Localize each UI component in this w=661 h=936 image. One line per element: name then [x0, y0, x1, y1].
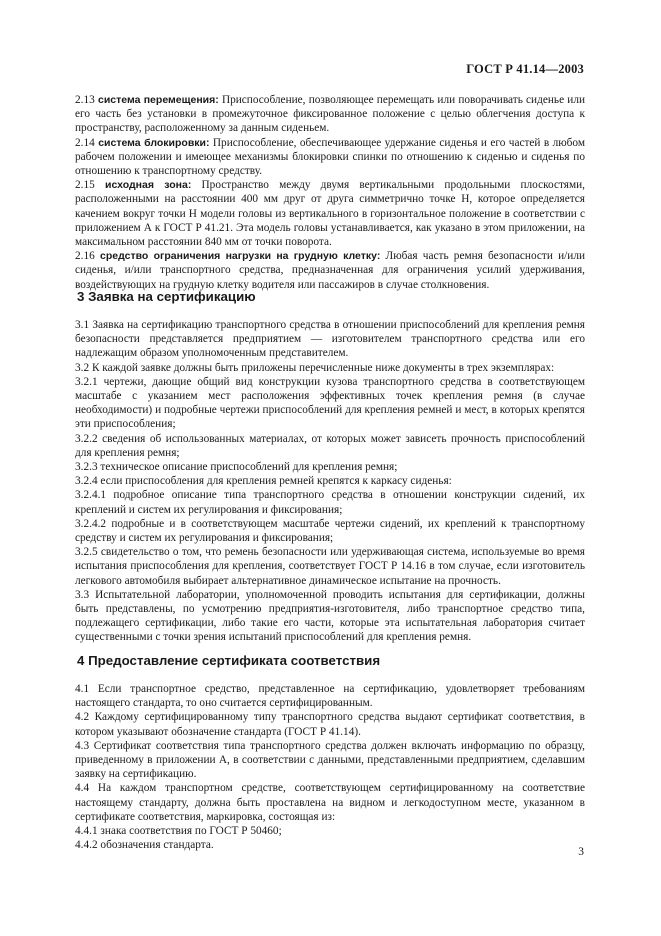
document-header: ГОСТ Р 41.14—2003: [466, 62, 584, 76]
section-3-body: [75, 318, 585, 645]
clause-4-4-2: 4.4.2 обозначения стандарта.: [75, 839, 214, 852]
clause-3-2-1: 3.2.1 чертежи, дающие общий вид конструкции кузова транспортного средства в соответствующем масштабе с указанием мест расположения эффективных точек крепления ремня (в случае необходимости) и подробные чертежи приспособлений для крепления ремней и мест, в которых крепятся эти приспособления;: [75, 375, 585, 431]
clause-number: 2.13: [75, 94, 95, 106]
clause-4-1: 4.1 Если транспортное средство, представленное на сертификацию, удовлетворяет требованиям настоящего стандарта, то оно считается сертифицированным.: [75, 683, 585, 710]
section-heading: 3 Заявка на сертификацию: [77, 289, 256, 304]
clause-4-4-1: 4.4.1 знака соответствия по ГОСТ Р 50460;: [75, 825, 282, 838]
section-4-heading-wrap: [75, 654, 585, 668]
clause-3-2-4-1: 3.2.4.1 подробное описание типа транспортного средства в отношении конструкции сидений, их креплений и систем их регулирования и фиксирования;: [75, 489, 585, 516]
clause-number: 2.14: [75, 136, 95, 149]
clause-2-13: [75, 93, 585, 136]
clause-3-2-4: 3.2.4 если приспособления для крепления ремней крепятся к каркасу сиденья:: [75, 475, 452, 488]
clause-2-16: [75, 249, 585, 292]
clause-number: 2.15: [75, 179, 95, 192]
term: система блокировки:: [98, 136, 210, 149]
clause-3-2-4-2: 3.2.4.2 подробные и в соответствующем масштабе чертежи сидений, их креплений к транспортному средству и систем их регулирования и фиксирования;: [75, 517, 585, 545]
clause-3-1: 3.1 Заявка на сертификацию транспортного средства в отношении приспособлений для крепления ремня безопасности представляется предприятием — изготовителем транспортного средства или его надлежащим образом уполномоченным представителем.: [75, 319, 585, 360]
clause-2-15: [75, 178, 585, 249]
definition-text: Приспособление, позволяющее перемещать или поворачивать сиденье или его часть без установки в промежуточное фиксированное положение с целью облегчения доступа к пространству, расположенному за данным сиденьем.: [75, 94, 586, 135]
clause-4-2: 4.2 Каждому сертифицированному типу транспортного средства выдают сертификат соответствия, в котором указывают обозначение стандарта (ГОСТ Р 41.14).: [75, 711, 585, 738]
term: система перемещения:: [97, 94, 219, 106]
clause-number: 2.16: [75, 250, 95, 263]
clause-4-3: 4.3 Сертификат соответствия типа транспортного средства должен включать информацию по образцу, приведенному в приложении А, в соответствии с данными, представленными предприятием, сделавшим заявку на сертификацию.: [75, 739, 585, 781]
clause-3-2-2: 3.2.2 сведения об использованных материалах, от которых может зависеть прочность приспособлений для крепления ремня;: [75, 432, 585, 459]
clause-3-2-5: 3.2.5 свидетельство о том, что ремень безопасности или удерживающая система, используемые во время испытания приспособления для крепления, соответствует ГОСТ Р 14.16 в том случае, если изготовитель легкового автомобиля выбирает альтернативное динамическое испытание на прочность.: [75, 546, 585, 587]
definition-text: Любая часть ремня безопасности и/или сиденья, и/или транспортного средства, предназначенная для ограничения усилий удерживания, воздействующих на грудную клетку водителя или пассажиров в случае столкновения.: [75, 250, 585, 291]
section-3-heading-wrap: [75, 290, 585, 304]
clause-4-4: 4.4 На каждом транспортном средстве, соответствующем сертифицированному на соответствие настоящему стандарту, должна быть проставлена на видном и легкодоступном месте, указанном в сертификате соответствия, маркировка, состоящая из:: [75, 782, 585, 823]
term: исходная зона:: [104, 179, 192, 192]
definition-text: Пространство между двумя вертикальными продольными плоскостями, расположенными на расстоянии 400 мм друг от друга симметрично точке H, которое определяется качением вокруг точки H модели головы из вертикального в горизонтальное положение в соответствии с приложением А к ГОСТ Р 41.21. Эта модель головы устанавливается, как указано в этом приложении, на максимальном расстоянии 840 мм от точки поворота.: [75, 179, 585, 249]
section-2-definitions: [75, 93, 585, 292]
section-heading: 4 Предоставление сертификата соответствия: [77, 653, 381, 668]
clause-3-2-3: 3.2.3 техническое описание приспособлений для крепления ремня;: [75, 461, 398, 474]
clause-3-2: 3.2 К каждой заявке должны быть приложены перечисленные ниже документы в трех экземплярах:: [75, 361, 555, 374]
clause-3-3: 3.3 Испытательной лаборатории, уполномоченной проводить испытания для сертификации, должны быть представлены, по усмотрению предприятия-изготовителя, либо транспортное средство типа, подлежащего сертификации, либо такие его части, которые эта испытательная лаборатория считает существенными с точки зрения испытаний приспособлений для крепления ремня.: [75, 588, 585, 644]
clause-2-14: [75, 136, 585, 179]
section-4-body: [75, 682, 585, 852]
page-number: 3: [578, 846, 584, 858]
definition-text: Приспособление, обеспечивающее удержание сиденья и его частей в любом рабочем положении и имеющее механизмы блокировки спинки по отношению к сиденью и сиденья по отношению к транспортному средству.: [75, 136, 586, 178]
term: средство ограничения нагрузки на грудную клетку:: [99, 250, 381, 263]
